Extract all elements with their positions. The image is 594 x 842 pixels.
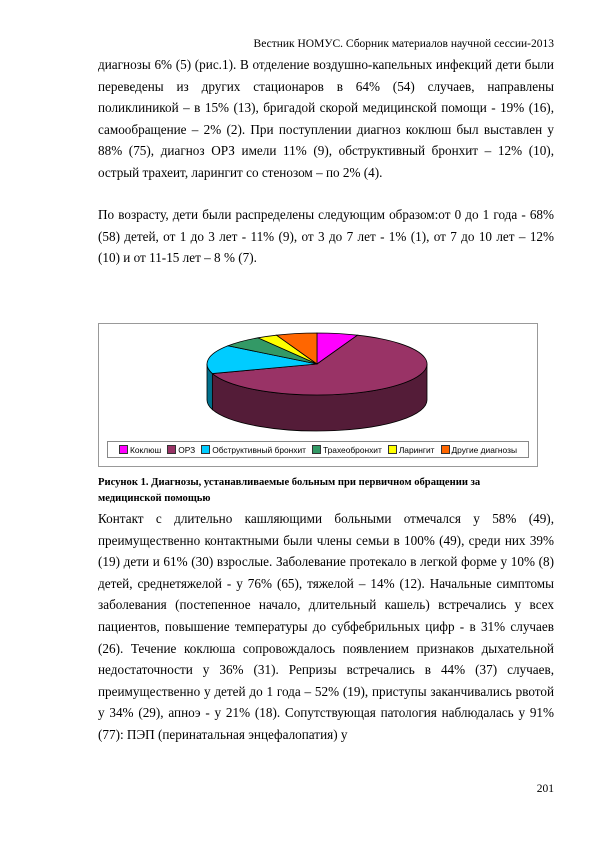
legend-swatch bbox=[119, 445, 128, 454]
legend-swatch bbox=[441, 445, 450, 454]
figure-pie-chart bbox=[98, 323, 538, 467]
legend-swatch bbox=[312, 445, 321, 454]
legend-item bbox=[167, 445, 195, 455]
legend-swatch bbox=[388, 445, 397, 454]
legend-label: Обструктивный бронхит bbox=[212, 444, 306, 455]
body-text-bottom bbox=[98, 508, 554, 746]
body-text-top bbox=[98, 54, 554, 184]
pie-chart-svg bbox=[99, 324, 537, 439]
legend-item bbox=[441, 445, 517, 455]
legend-swatch bbox=[201, 445, 210, 454]
page-number: 201 bbox=[536, 783, 554, 795]
legend-item bbox=[312, 445, 382, 455]
figure-caption: Рисунок 1. Диагнозы, устанавливаемые больным при первичном обращении за медицинской помощью bbox=[98, 477, 481, 504]
legend-label: Ларингит bbox=[398, 444, 435, 455]
chart-legend bbox=[107, 441, 529, 458]
legend-swatch bbox=[167, 445, 176, 454]
legend-item bbox=[388, 445, 435, 455]
body-text-age bbox=[98, 204, 554, 269]
running-header: Вестник НОМУС. Сборник материалов научной сессии-2013 bbox=[253, 38, 554, 50]
legend-item bbox=[201, 445, 306, 455]
paragraph-diagnoses: диагнозы 6% (5) (рис.1). В отделение воздушно-капельных инфекций дети были переведены из других стационаров в 64% (54) случаев, направлены поликлиникой – в 15% (13), бригадой скорой медицинской помощи - 19% (16), самообращение – 2% (2). При поступлении диагноз коклюш был выставлен у 88% (75), диагноз ОРЗ имели 11% (9), обструктивный бронхит – 12% (10), острый трахеит, ларингит со стенозом – по 2% (4). bbox=[98, 57, 554, 180]
legend-label: Коклюш bbox=[130, 444, 162, 455]
legend-label: ОРЗ bbox=[178, 444, 196, 455]
legend-label: Другие диагнозы bbox=[451, 444, 517, 455]
legend-item bbox=[119, 445, 161, 455]
paragraph-contacts: Контакт с длительно кашляющими больными отмечался у 58% (49), преимущественно контактными были члены семьи в 100% (49), среди них 39% (19) дети и 61% (30) взрослые. Заболевание протекало в легкой форме у 10% (8) детей, среднетяжелой - у 76% (65), тяжелой – 14% (12). Начальные симптомы заболевания (постепенное начало, длительный кашель) встречались у всех пациентов, повышение температуры до субфебрильных цифр - в 31% случаев (26). Течение коклюша сопровождалось появлением признаков дыхательной недостаточности у 36% (31). Репризы встречались в 44% (37) случаев, преимущественно у детей до 1 года – 52% (19), приступы заканчивались рвотой у 34% (29), апноэ - у 21% (18). Сопутствующая патология наблюдалась у 91% (77): ПЭП (перинатальная энцефалопатия) у bbox=[98, 511, 554, 742]
legend-label: Трахеобронхит bbox=[323, 444, 382, 455]
paragraph-age-distribution: По возрасту, дети были распределены следующим образом:от 0 до 1 года - 68% (58) детей, от 1 до 3 лет - 11% (9), от 3 до 7 лет - 1% (1), от 7 до 10 лет – 12% (10) и от 11-15 лет – 8 % (7). bbox=[98, 207, 554, 266]
